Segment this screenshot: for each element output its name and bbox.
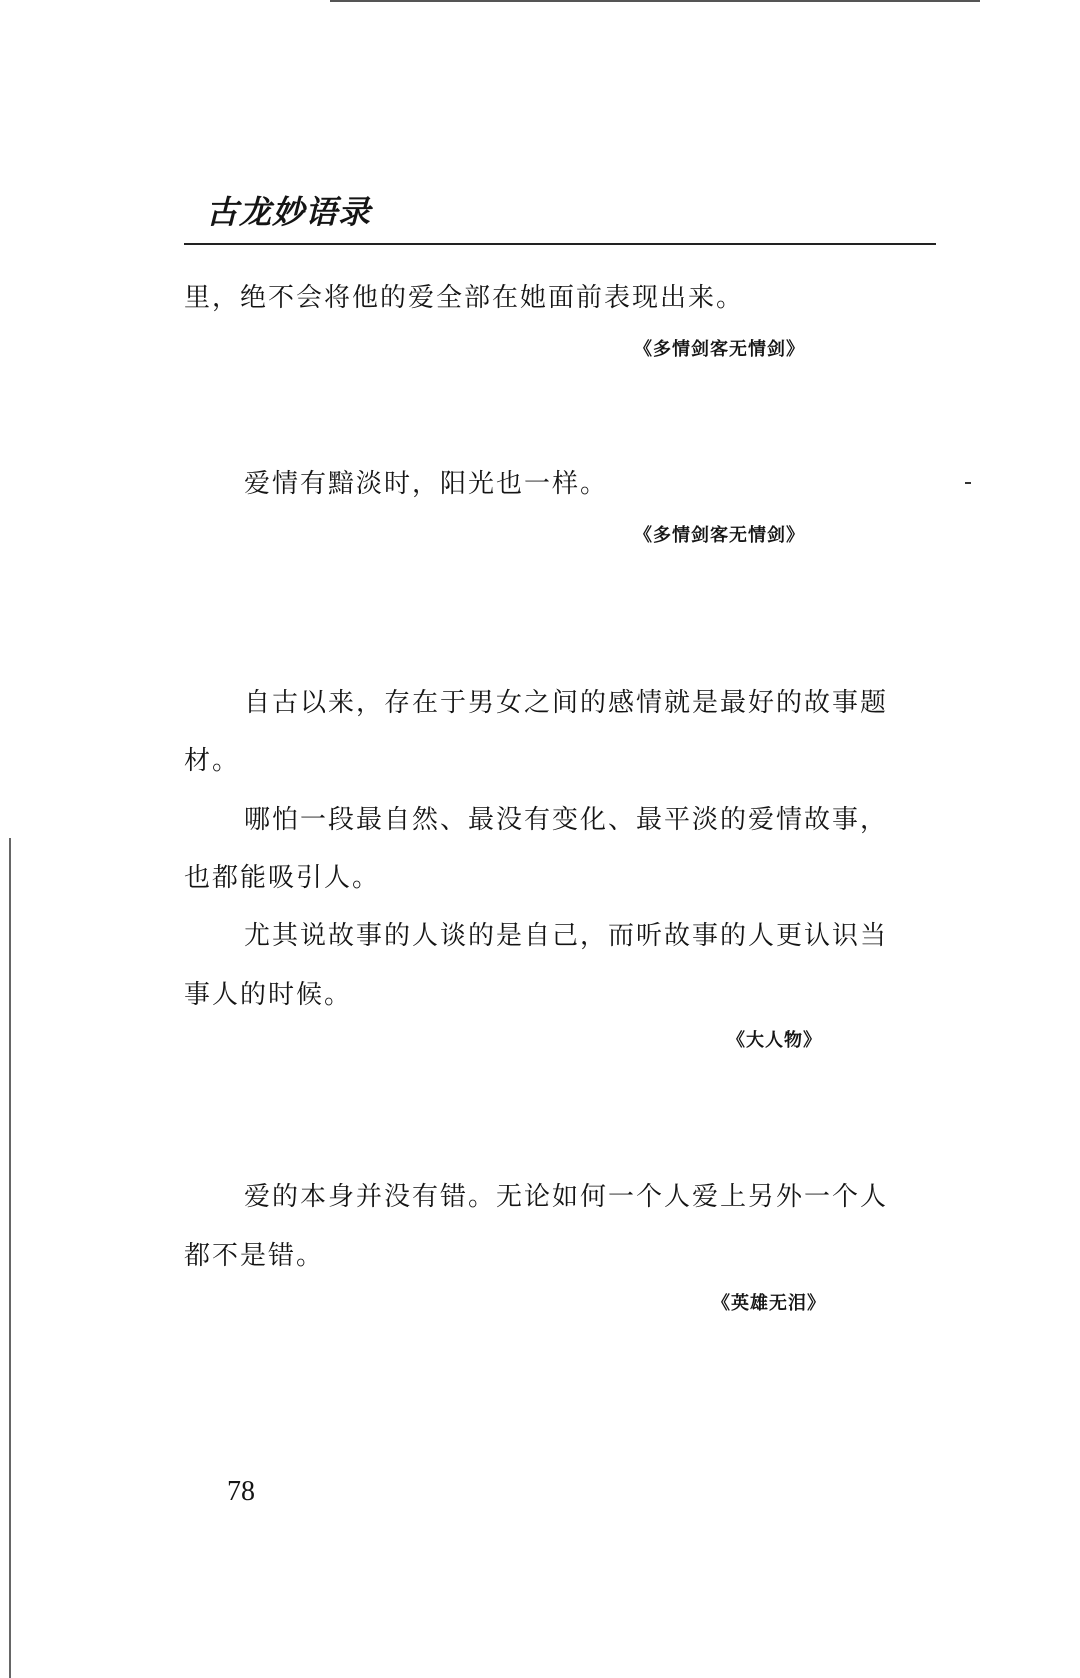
source-citation: 《多情剑客无情剑》 (634, 525, 805, 546)
source-citation: 《英雄无泪》 (712, 1293, 826, 1314)
header-rule (184, 243, 936, 245)
text-line: 爱的本身并没有错。无论如何一个人爱上另外一个人 (244, 1182, 889, 1212)
text-line: 也都能吸引人。 (184, 863, 381, 893)
top-edge-rule (330, 0, 980, 2)
text-line: 自古以来，存在于男女之间的感情就是最好的故事题 (244, 688, 889, 718)
page-number: 78 (227, 1476, 255, 1507)
text-line: 事人的时候。 (184, 980, 353, 1010)
text-line: 哪怕一段最自然、最没有变化、最平淡的爱情故事， (244, 805, 889, 835)
text-line: 里，绝不会将他的爱全部在她面前表现出来。 (184, 283, 745, 313)
text-line: 爱情有黯淡时，阳光也一样。 (244, 469, 609, 499)
text-line: 尤其说故事的人谈的是自己，而听故事的人更认识当 (244, 921, 889, 951)
source-citation: 《多情剑客无情剑》 (634, 339, 805, 360)
text-line: 材。 (184, 746, 241, 776)
running-header-title: 古龙妙语录 (206, 193, 372, 231)
scan-speck (965, 482, 971, 484)
text-line: 都不是错。 (184, 1241, 325, 1271)
source-citation: 《大人物》 (727, 1030, 822, 1051)
page-left-edge (9, 838, 11, 1678)
